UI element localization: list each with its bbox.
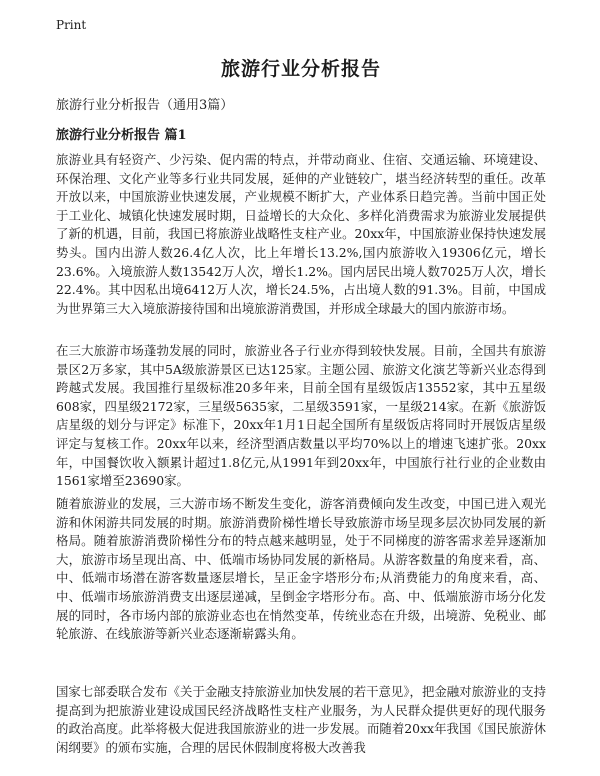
page-title: 旅游行业分析报告 — [220, 58, 381, 80]
paragraph-4: 国家七部委联合发布《关于金融支持旅游业加快发展的若干意见》，把金融对旅游业的支持提高到为把旅游业建设成国民经济战略性支柱产业服务，为人民群众提供更好的现代服务的政治高度。此举将极大促进我国旅游业的进一步发展。而随着20xx年我国《国民旅游休闲纲要》的颁布实施，合理的居民休假制度将极大改善我 — [56, 684, 546, 755]
paragraph-3: 随着旅游业的发展，三大游市场不断发生变化，游客消费倾向发生改变，中国已进入观光游和休闲游共同发展的时期。旅游消费阶梯性增长导致旅游市场呈现多层次协同发展的新格局。随着旅游消费阶梯性分布的特点越来越明显，处于不同梯度的游客需求差异逐渐加大，旅游市场呈现出高、中、低端市场协同发展的新格局。从游客数量的角度来看，高、中、低端市场潜在游客数量逐层增长，呈正金字塔形分布;从消费能力的角度来看，高、中、低端市场旅游消费支出逐层递减，呈倒金字塔形分布。高、中、低端旅游市场分化发展的同时，各市场内部的旅游业态也在悄然变革，传统业态在升级，出境游、免税业、邮轮旅游、在线旅游等新兴业态逐渐崭露头角。 — [56, 496, 546, 642]
section-heading: 旅游行业分析报告 篇1 — [56, 128, 187, 143]
document-subtitle: 旅游行业分析报告（通用3篇） — [56, 98, 234, 113]
paragraph-1: 旅游业具有轻资产、少污染、促内需的特点，并带动商业、住宿、交通运输、环境建设、环保治理、文化产业等多行业共同发展，延伸的产业链较广，堪当经济转型的重任。改革开放以来，中国旅游业快速发展，产业规模不断扩大，产业体系日趋完善。当前中国正处于工业化、城镇化快速发展时期，日益增长的大众化、多样化消费需求为旅游业发展提供了新的机遇，目前，我国已将旅游业战略性支柱产业。20xx年，中国旅游业保持快速发展势头。国内出游人数26.4亿人次，比上年增长13.2%,国内旅游收入19306亿元，增长23.6%。入境旅游人数13542万人次，增长1.2%。国内居民出境人数7025万人次，增长22.4%。其中因私出境6412万人次，增长24.5%，占出境人数的91.3%。目前，中国成为世界第三大入境旅游接待国和出境旅游消费国，并形成全球最大的国内旅游市场。 — [56, 152, 546, 316]
print-link[interactable]: Print — [56, 18, 87, 32]
paragraph-2: 在三大旅游市场蓬勃发展的同时，旅游业各子行业亦得到较快发展。目前，全国共有旅游景区2万多家，其中5A级旅游景区已达125家。主题公园、旅游文化演艺等新兴业态得到跨越式发展。我国推行星级标准20多年来，目前全国有星级饭店13552家，其中五星级608家，四星级2172家，三星级5635家，二星级3591家，一星级214家。在新《旅游饭店星级的划分与评定》标准下，20xx年1月1日起全国所有星级饭店将同时开展饭店星级评定与复核工作。20xx年以来，经济型酒店数量以平均70%以上的增速飞速扩张。20xx年，中国餐饮收入额累计超过1.8亿元,从1991年到20xx年，中国旅行社行业的企业数由1561家增至23690家。 — [56, 343, 546, 489]
